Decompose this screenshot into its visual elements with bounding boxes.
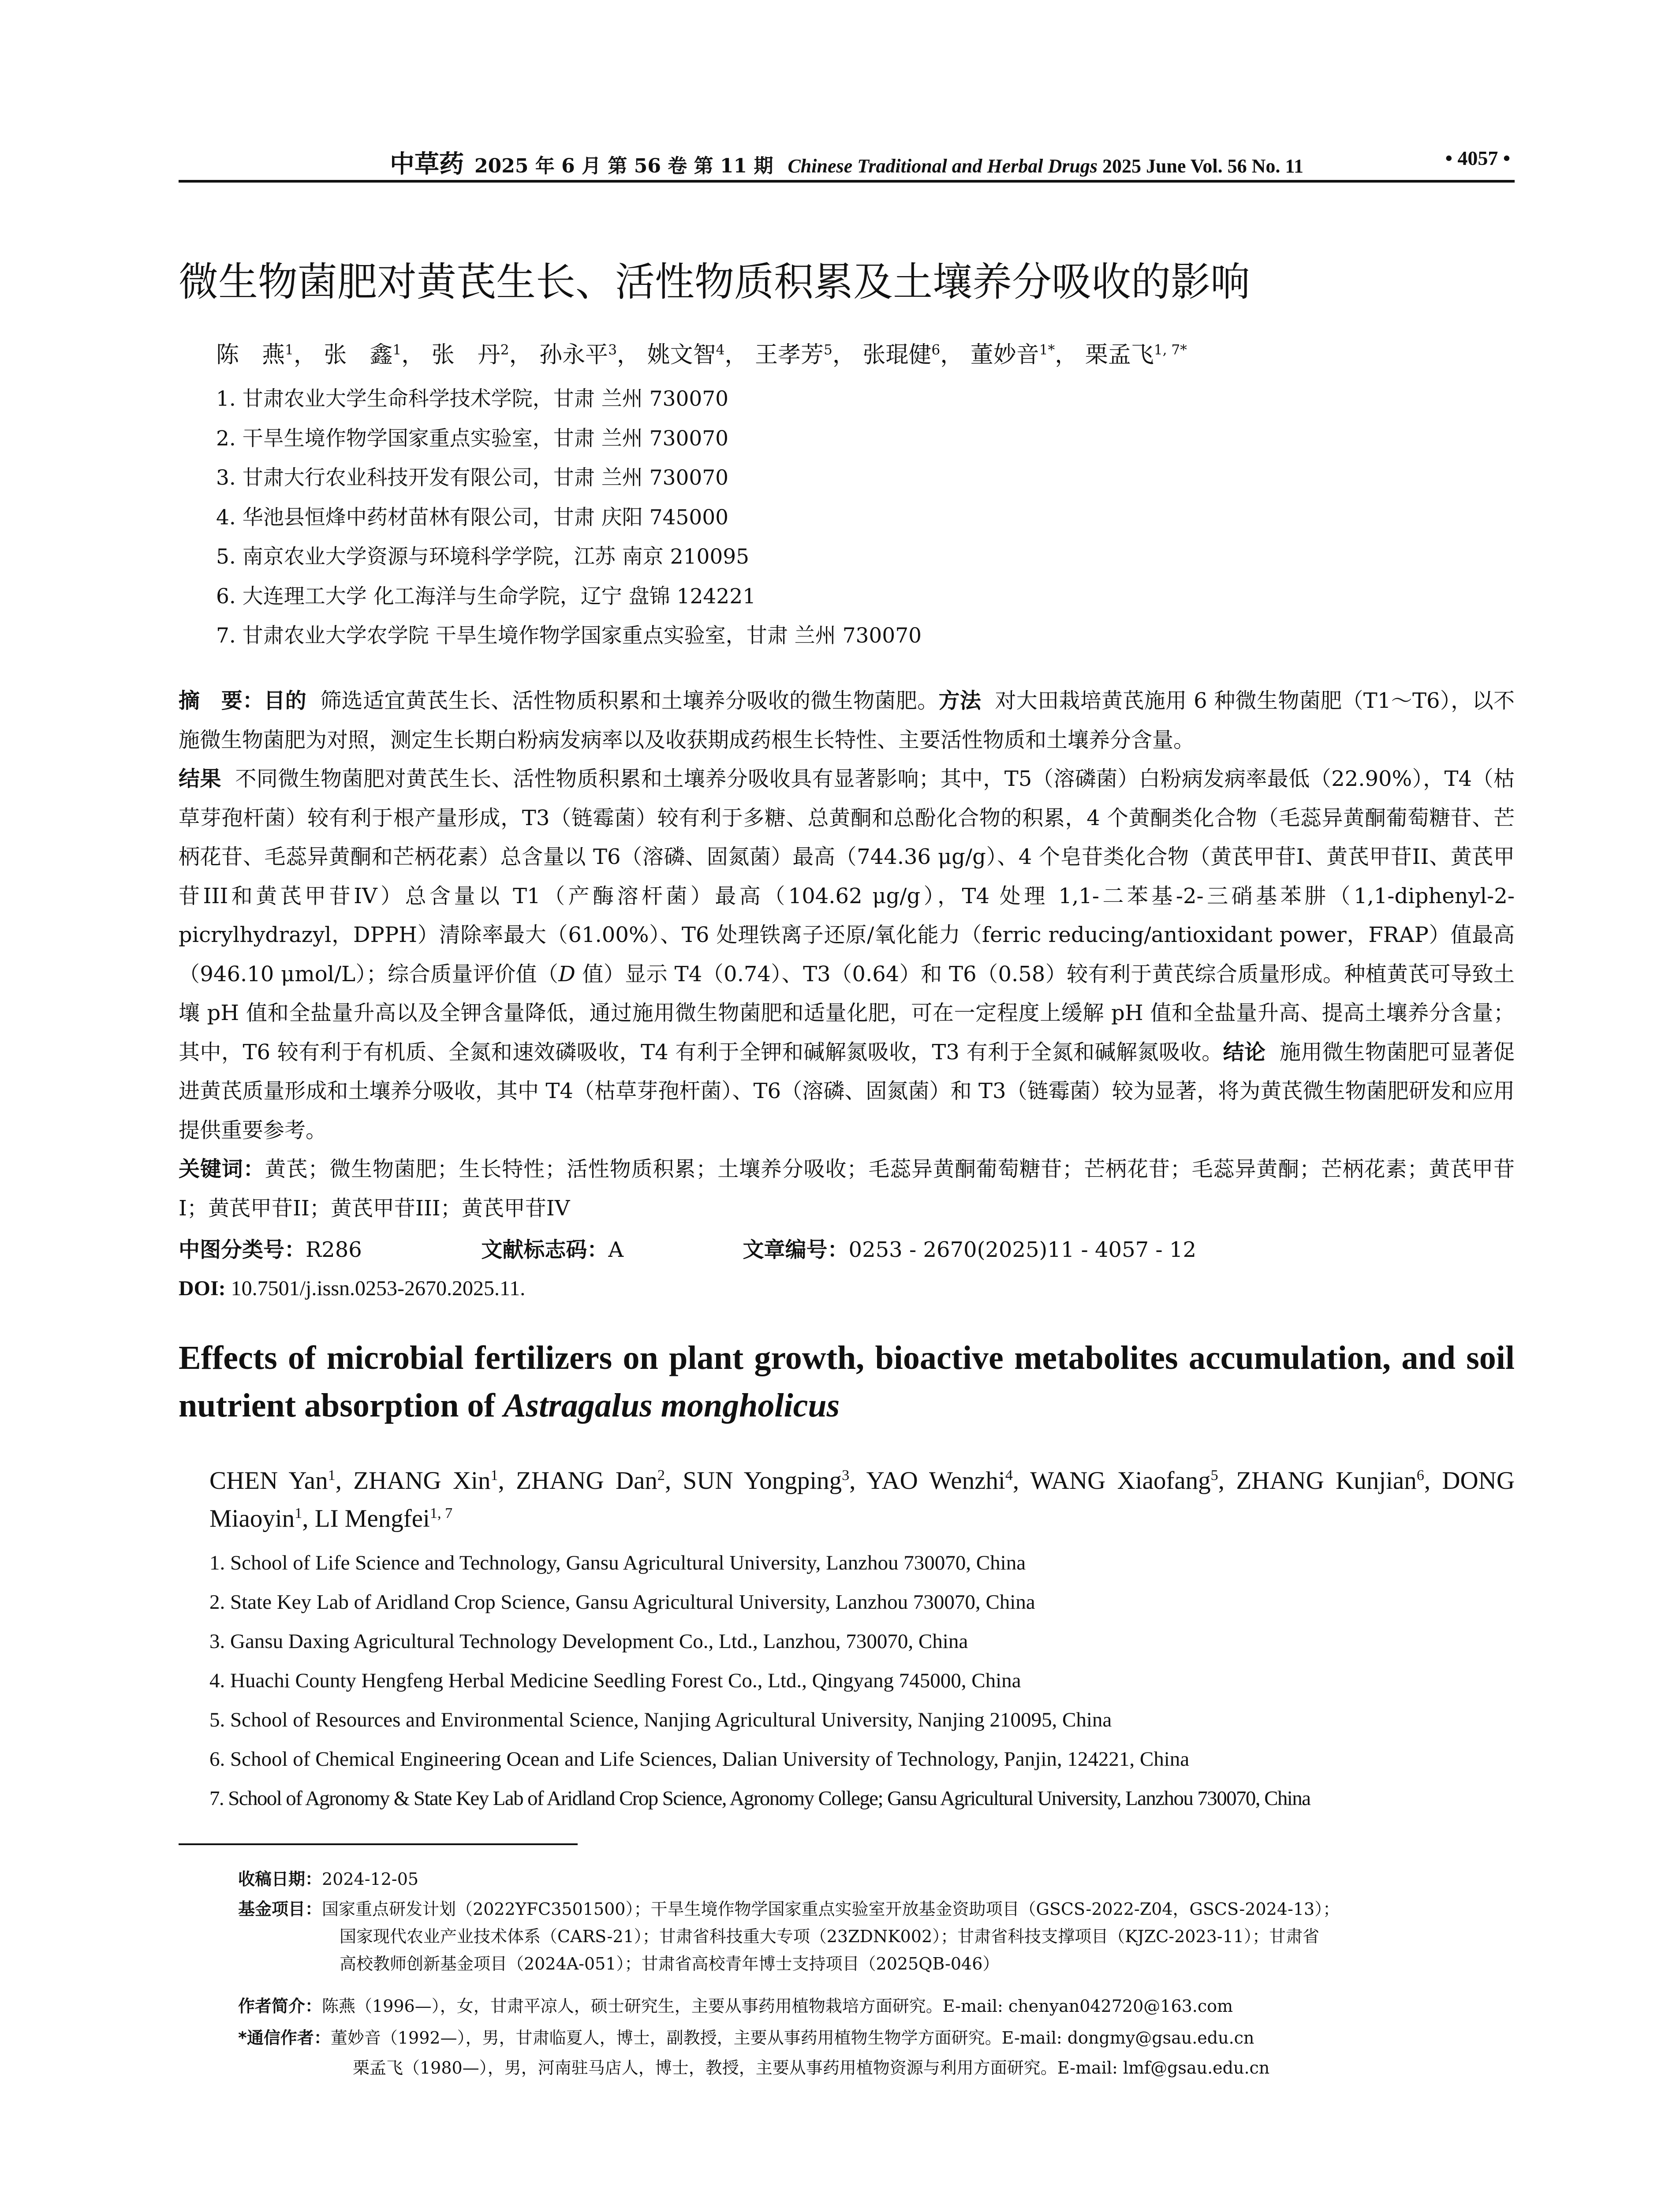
affiliation-en: 5. School of Resources and Environmental Science, Nanjing Agricultural University, Nanjing 210095, China <box>209 1708 1112 1731</box>
author-zh: 栗孟飞 <box>1085 342 1154 368</box>
affiliation-zh: 5. 南京农业大学资源与环境科学学院，江苏 南京 210095 <box>216 545 750 569</box>
author-affil-mark: 6 <box>1416 1467 1424 1484</box>
abstract-zh <box>179 681 1515 1228</box>
affiliations-en <box>209 1544 1310 1818</box>
authors-en: CHEN Yan$^1$, ZHANG Xin$^1$, ZHANG Dan$^2$, SUN Yongping$^3$, YAO Wenzhi$^4$, WANG Xiaofang$^5$, ZHANG Kunjian$^6$, DONG Miaoyin$^1$, LI Mengfei$^{1, 7}$ <box>209 1467 1515 1532</box>
author-bio-text: 陈燕（1996—），女，甘肃平凉人，硕士研究生，主要从事药用植物栽培方面研究。E-mail: chenyan042720@163.com <box>322 1996 1233 2016</box>
results-label: 结果 <box>179 766 221 791</box>
corresponding-label: *通信作者： <box>238 2028 331 2048</box>
author-affil-mark: 3 <box>842 1467 850 1484</box>
affiliation-en: 2. State Key Lab of Aridland Crop Science, Gansu Agricultural University, Lanzhou 730070, China <box>209 1591 1035 1614</box>
author-affil-mark: 1 <box>285 342 294 358</box>
article-no-value: 0253 - 2670(2025)11 - 4057 - 12 <box>848 1237 1196 1262</box>
affiliation-zh: 2. 干旱生境作物学国家重点实验室，甘肃 兰州 730070 <box>216 426 729 451</box>
doc-code-label: 文献标志码： <box>481 1237 609 1262</box>
author-en: ZHANG Xin <box>353 1467 491 1495</box>
footnote-divider <box>179 1843 578 1845</box>
author-affil-mark: 5 <box>1210 1467 1218 1484</box>
objective-label: 目的 <box>264 688 307 713</box>
author-affil-mark: 1 <box>490 1467 498 1484</box>
title-en-main: Effects of microbial fertilizers on plant growth, bioactive metabolites accumulation, and soil nutrient absorption of <box>179 1339 1515 1424</box>
affiliation-zh: 4. 华池县恒烽中药材苗林有限公司，甘肃 庆阳 745000 <box>216 505 729 530</box>
doi-label: DOI: <box>179 1277 226 1300</box>
footnote-fund <box>238 1895 1340 1923</box>
author-en: ZHANG Dan <box>516 1467 657 1495</box>
affiliation-en: 7. School of Agronomy & State Key Lab of Aridland Crop Science, Agronomy College; Gansu Agricultural University, Lanzhou 730070, China <box>209 1787 1310 1810</box>
author-affil-mark: 1* <box>1039 342 1055 358</box>
footnote-author <box>238 1992 1233 2020</box>
author-affil-mark: 5 <box>823 342 833 358</box>
title-zh: 微生物菌肥对黄芪生长、活性物质积累及土壤养分吸收的影响 <box>179 259 1250 305</box>
footnote-corresponding <box>238 2024 1254 2052</box>
affiliation-zh: 1. 甘肃农业大学生命科学技术学院，甘肃 兰州 730070 <box>216 387 729 411</box>
affiliation-en: 4. Huachi County Hengfeng Herbal Medicine Seedling Forest Co., Ltd., Qingyang 745000, China <box>209 1669 1021 1692</box>
running-header <box>179 140 1515 183</box>
corresponding-text-2: 栗孟飞（1980—），男，河南驻马店人，博士，教授，主要从事药用植物资源与利用方面研究。E-mail: lmf@gsau.edu.cn <box>353 2058 1270 2078</box>
results-text: 不同微生物菌肥对黄芪生长、活性物质积累和土壤养分吸收具有显著影响；其中，T5（溶磷菌）白粉病发病率最低（22.90%），T4（枯草芽孢杆菌）较有利于根产量形成，T3（链霉菌）较有利于多糖、总黄酮和总酚化合物的积累，4 个黄酮类化合物（毛蕊异黄酮葡萄糖苷、芒柄花苷、毛蕊异黄酮和芒柄花素）总含量以 T6（溶磷、固氮菌）最高（744.36 μg/g）、4 个皂苷类化合物（黄芪甲苷I、黄芪甲苷II、黄芪甲苷III和黄芪甲苷IV）总含量以 T1（产酶溶杆菌）最高（104.62 μg/g），T4 处理 1,1-二苯基-2-三硝基苯肼（1,1-diphenyl-2-picrylhydrazyl，DPPH）清除率最大（61.00%）、T6 处理铁离子还原/氧化能力（ferric reducing/antioxidant power，FRAP）值最高（946.10 μmol/L）；综合质量评价值（ <box>179 766 1515 987</box>
fund-text-3: 高校教师创新基金项目（2024A-051）；甘肃省高校青年博士支持项目（2025QB-046） <box>340 1954 1000 1973</box>
author-affil-mark: 4 <box>716 342 725 358</box>
author-affil-mark: 3 <box>608 342 617 358</box>
clc-value: R286 <box>306 1237 362 1262</box>
author-affil-mark: 2 <box>657 1467 665 1484</box>
affiliation-zh: 7. 甘肃农业大学农学院 干旱生境作物学国家重点实验室，甘肃 兰州 730070 <box>216 624 922 648</box>
page-number: • 4057 • <box>1445 147 1510 169</box>
title-en <box>179 1334 1515 1429</box>
author-affil-mark: 2 <box>500 342 509 358</box>
affiliation-zh: 3. 甘肃大行农业科技开发有限公司，甘肃 兰州 730070 <box>216 466 729 490</box>
keywords-label: 关键词： <box>179 1157 265 1181</box>
affiliation-en: 6. School of Chemical Engineering Ocean and Life Sciences, Dalian University of Technology, Panjin, 124221, China <box>209 1748 1190 1771</box>
keywords-text: 黄芪；微生物菌肥；生长特性；活性物质积累；土壤养分吸收；毛蕊异黄酮葡萄糖苷；芒柄花苷；毛蕊异黄酮；芒柄花素；黄芪甲苷I；黄芪甲苷II；黄芪甲苷III；黄芪甲苷IV <box>179 1157 1515 1221</box>
author-affil-mark: 1 <box>392 342 402 358</box>
author-zh: 孙永平 <box>539 342 609 368</box>
author-en: ZHANG Kunjian <box>1236 1467 1417 1495</box>
affiliation-en: 3. Gansu Daxing Agricultural Technology Development Co., Ltd., Lanzhou, 730070, China <box>209 1630 968 1653</box>
author-en: DONG Miaoyin <box>209 1467 1515 1532</box>
journal-name-en: Chinese Traditional and Herbal Drugs <box>788 155 1098 177</box>
d-value-symbol: D <box>558 961 575 987</box>
authors-zh: 陈 燕$^1$， 张 鑫$^1$， 张 丹$^2$， 孙永平$^3$， 姚文智$^4$， 王孝芳$^5$， 张琨健$^6$， 董妙音$^{1*}$， 栗孟飞$^{1, 7*}$ <box>216 342 1187 368</box>
title-en-species: Astragalus mongholicus <box>503 1387 840 1424</box>
author-zh: 王孝芳 <box>754 342 824 368</box>
method-label: 方法 <box>938 688 982 713</box>
affiliation-zh: 6. 大连理工大学 化工海洋与生命学院，辽宁 盘锦 124221 <box>216 584 756 609</box>
author-zh: 姚文智 <box>647 342 716 368</box>
fund-text-1: 国家重点研发计划（2022YFC3501500）；干旱生境作物学国家重点实验室开放基金资助项目（GSCS-2022-Z04，GSCS-2024-13）； <box>322 1899 1340 1919</box>
fund-label: 基金项目： <box>238 1899 322 1919</box>
author-affil-mark: 1, 7 <box>429 1505 453 1521</box>
author-affil-mark: 6 <box>931 342 941 358</box>
author-affil-mark: 1, 7* <box>1154 342 1187 358</box>
author-zh: 董妙音 <box>970 342 1039 368</box>
author-en: LI Mengfei <box>314 1505 430 1532</box>
author-zh: 张 鑫 <box>324 342 393 368</box>
author-en: CHEN Yan <box>209 1467 328 1495</box>
method-text: 对大田栽培黄芪施用 6 种微生物菌肥（T1～T6），以不施微生物菌肥为对照，测定生长期白粉病发病率以及收获期成药根生长特性、主要活性物质和土壤养分含量。 <box>179 688 1515 752</box>
author-affil-mark: 1 <box>328 1467 336 1484</box>
abstract-label: 摘 要： <box>179 688 264 713</box>
affiliation-en: 1. School of Life Science and Technology, Gansu Agricultural University, Lanzhou 730070, China <box>209 1551 1026 1574</box>
received-date: 2024-12-05 <box>322 1869 419 1889</box>
issue-zh: 2025 年 6 月 第 56 卷 第 11 期 <box>474 155 773 177</box>
classification-line <box>179 1230 1196 1269</box>
journal-logo-zh: 中草药 <box>390 149 464 179</box>
author-zh: 张琨健 <box>862 342 932 368</box>
article-no-label: 文章编号： <box>743 1237 849 1262</box>
received-label: 收稿日期： <box>238 1869 322 1889</box>
header-citation <box>179 145 1515 180</box>
corresponding-text-1: 董妙音（1992—），男，甘肃临夏人，博士，副教授，主要从事药用植物生物学方面研究。E-mail: dongmy@gsau.edu.cn <box>330 2028 1254 2048</box>
doc-code-value: A <box>608 1237 623 1262</box>
objective-text: 筛选适宜黄芪生长、活性物质积累和土壤养分吸收的微生物菌肥。 <box>320 688 939 713</box>
author-zh: 陈 燕 <box>216 342 285 368</box>
author-en: WANG Xiaofang <box>1030 1467 1211 1495</box>
author-bio-label: 作者简介： <box>238 1996 322 2016</box>
affiliations-zh <box>216 379 922 656</box>
results-text-2: 值）显示 T4（0.74）、T3（0.64）和 T6（0.58）较有利于黄芪综合质量形成。种植黄芪可导致土壤 pH 值和全盐量升高以及全钾含量降低，通过施用微生物菌肥和适量化肥，可在一定程度上缓解 pH 值和全盐量升高、提高土壤养分含量；其中，T6 较有利于有机质、全氮和速效磷吸收，T4 有利于全钾和碱解氮吸收，T3 有利于全氮和碱解氮吸收。 <box>179 961 1515 1065</box>
author-en: YAO Wenzhi <box>866 1467 1005 1495</box>
issue-en: 2025 June Vol. 56 No. 11 <box>1102 155 1303 177</box>
author-affil-mark: 1 <box>295 1505 302 1521</box>
fund-text-2: 国家现代农业产业技术体系（CARS-21）；甘肃省科技重大专项（23ZDNK002）；甘肃省科技支撑项目（KJZC-2023-11）；甘肃省 <box>340 1927 1319 1946</box>
conclusion-label: 结论 <box>1223 1039 1266 1065</box>
footnote-received <box>238 1865 418 1893</box>
doi-line <box>179 1269 525 1308</box>
doi-value[interactable]: 10.7501/j.issn.0253-2670.2025.11. <box>231 1277 526 1300</box>
author-zh: 张 丹 <box>431 342 500 368</box>
clc-label: 中图分类号： <box>179 1237 306 1262</box>
conclusion-text: 施用微生物菌肥可显著促进黄芪质量形成和土壤养分吸收，其中 T4（枯草芽孢杆菌）、T6（溶磷、固氮菌）和 T3（链霉菌）较为显著，将为黄芪微生物菌肥研发和应用提供重要参考。 <box>179 1039 1515 1143</box>
author-affil-mark: 4 <box>1005 1467 1013 1484</box>
author-en: SUN Yongping <box>683 1467 842 1495</box>
